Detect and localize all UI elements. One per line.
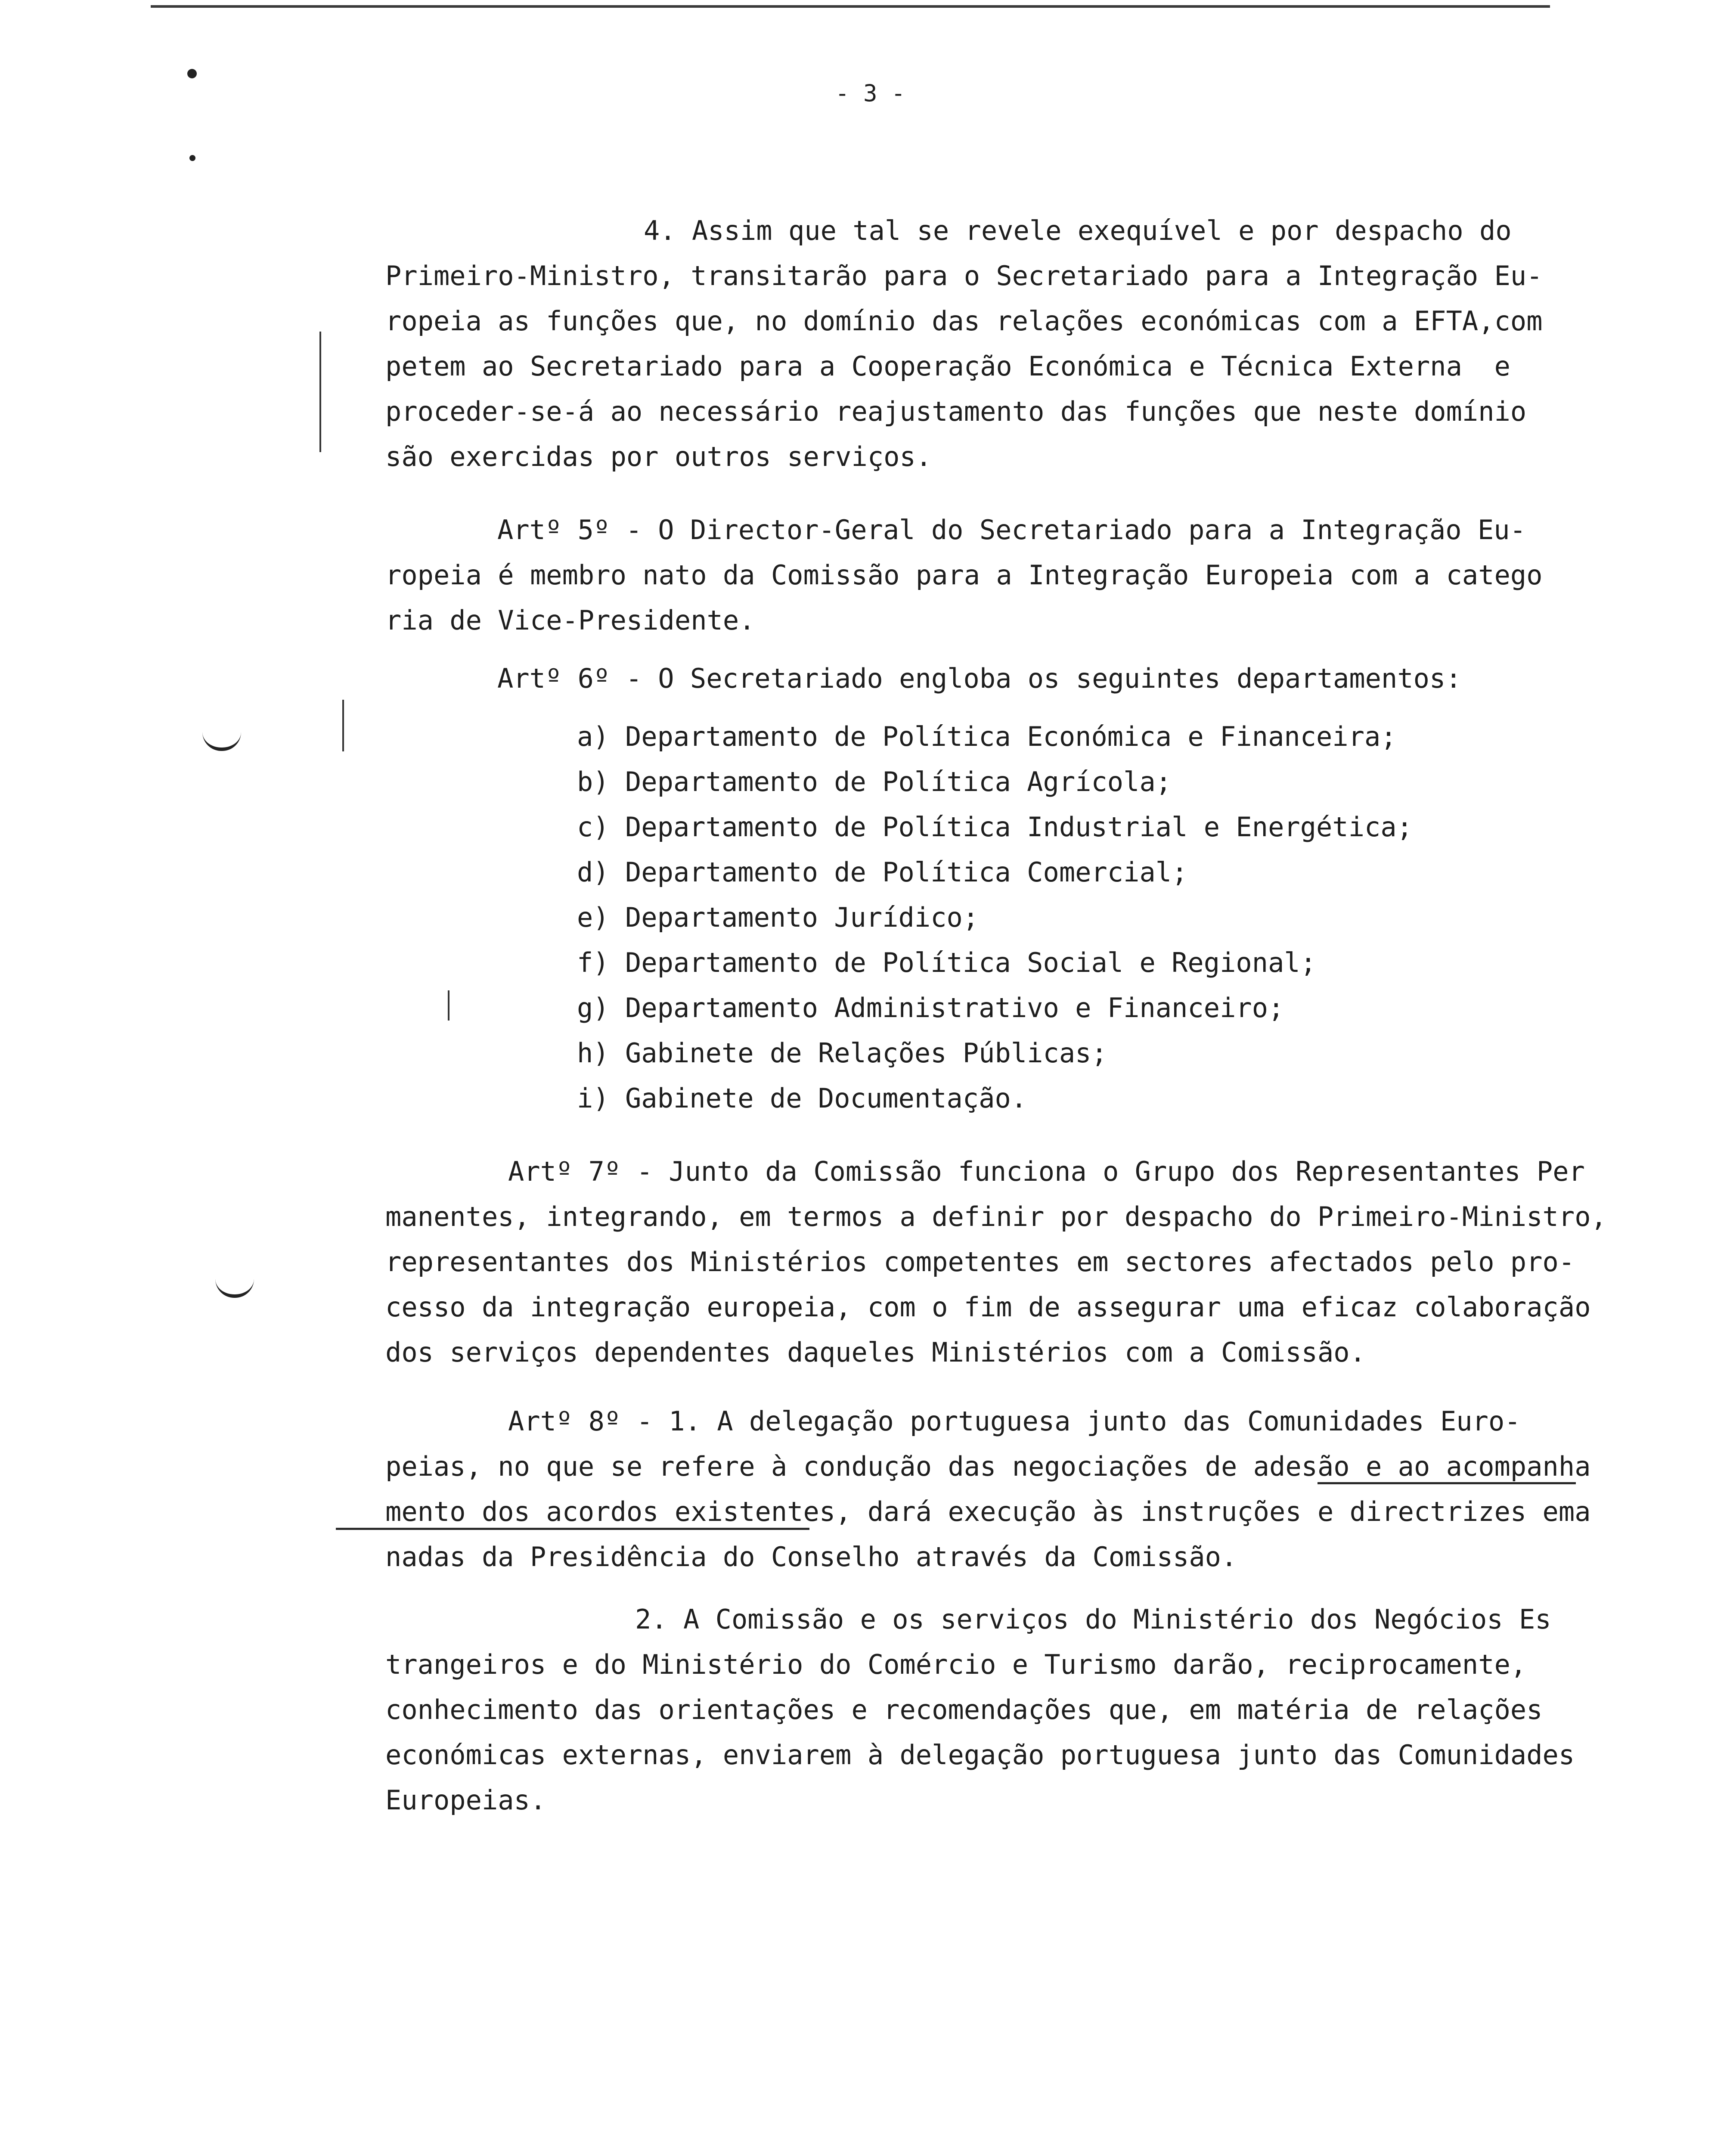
article-7-line: Artº 7º - Junto da Comissão funciona o Grupo dos Representantes Per (508, 1156, 1585, 1187)
article-6-item: a) Departamento de Política Económica e Financeira; (577, 721, 1397, 752)
handwritten-underline (1318, 1482, 1576, 1484)
paragraph-4-line: proceder-se-á ao necessário reajustamento das funções que neste domínio (385, 396, 1527, 427)
article-6-item: c) Departamento de Política Industrial e Energética; (577, 811, 1413, 843)
article-5-line: ria de Vice-Presidente. (385, 605, 755, 636)
page-number: - 3 - (835, 80, 905, 107)
article-8-2-line: económicas externas, enviarem à delegação portuguesa junto das Comunidades (385, 1739, 1575, 1771)
article-6-item: e) Departamento Jurídico; (577, 902, 979, 933)
margin-dot-mark (187, 69, 197, 78)
paragraph-4-line: ropeia as funções que, no domínio das relações económicas com a EFTA,com (385, 305, 1543, 337)
margin-dot-mark (189, 155, 195, 161)
paragraph-4-line: Primeiro-Ministro, transitarão para o Secretariado para a Integração Eu- (385, 260, 1543, 292)
margin-curve-mark (202, 732, 241, 751)
article-6-item: g) Departamento Administrativo e Financeiro; (577, 992, 1284, 1024)
article-8-2-line: conhecimento das orientações e recomendações que, em matéria de relações (385, 1694, 1543, 1725)
paragraph-4-line: petem ao Secretariado para a Cooperação Económica e Técnica Externa e (385, 351, 1510, 382)
article-8-1-line: Artº 8º - 1. A delegação portuguesa junto das Comunidades Euro- (508, 1405, 1521, 1437)
article-7-line: manentes, integrando, em termos a definir por despacho do Primeiro-Ministro, (385, 1201, 1607, 1232)
article-7-line: representantes dos Ministérios competentes em sectores afectados pelo pro- (385, 1246, 1575, 1278)
margin-bar-mark (448, 990, 450, 1021)
article-5-line: Artº 5º - O Director-Geral do Secretariado para a Integração Eu- (497, 514, 1526, 546)
margin-curve-mark (215, 1279, 254, 1298)
margin-bar-mark (342, 700, 344, 751)
article-8-1-line: mento dos acordos existentes, dará execução às instruções e directrizes ema (385, 1496, 1591, 1527)
article-8-2-line: 2. A Comissão e os serviços do Ministério dos Negócios Es (635, 1604, 1551, 1635)
paragraph-4-line: 4. Assim que tal se revele exequível e por despacho do (644, 215, 1512, 246)
article-8-1-line: peias, no que se refere à condução das negociações de adesão e ao acompanha (385, 1451, 1591, 1482)
article-8-2-line: Europeias. (385, 1784, 546, 1816)
margin-bar-mark (319, 332, 321, 452)
article-6-intro: Artº 6º - O Secretariado engloba os seguintes departamentos: (497, 663, 1462, 694)
article-7-line: dos serviços dependentes daqueles Ministérios com a Comissão. (385, 1337, 1366, 1368)
top-border-rule (151, 5, 1550, 8)
article-8-1-line: nadas da Presidência do Conselho através da Comissão. (385, 1541, 1237, 1573)
article-7-line: cesso da integração europeia, com o fim de assegurar uma eficaz colaboração (385, 1291, 1591, 1323)
article-5-line: ropeia é membro nato da Comissão para a Integração Europeia com a catego (385, 559, 1543, 591)
article-6-item: h) Gabinete de Relações Públicas; (577, 1037, 1107, 1069)
paragraph-4-line: são exercidas por outros serviços. (385, 441, 932, 472)
article-8-2-line: trangeiros e do Ministério do Comércio e Turismo darão, reciprocamente, (385, 1649, 1527, 1680)
article-6-item: d) Departamento de Política Comercial; (577, 856, 1188, 888)
handwritten-underline (336, 1528, 809, 1530)
article-6-item: f) Departamento de Política Social e Regional; (577, 947, 1317, 978)
article-6-item: i) Gabinete de Documentação. (577, 1083, 1027, 1114)
article-6-item: b) Departamento de Política Agrícola; (577, 766, 1172, 797)
